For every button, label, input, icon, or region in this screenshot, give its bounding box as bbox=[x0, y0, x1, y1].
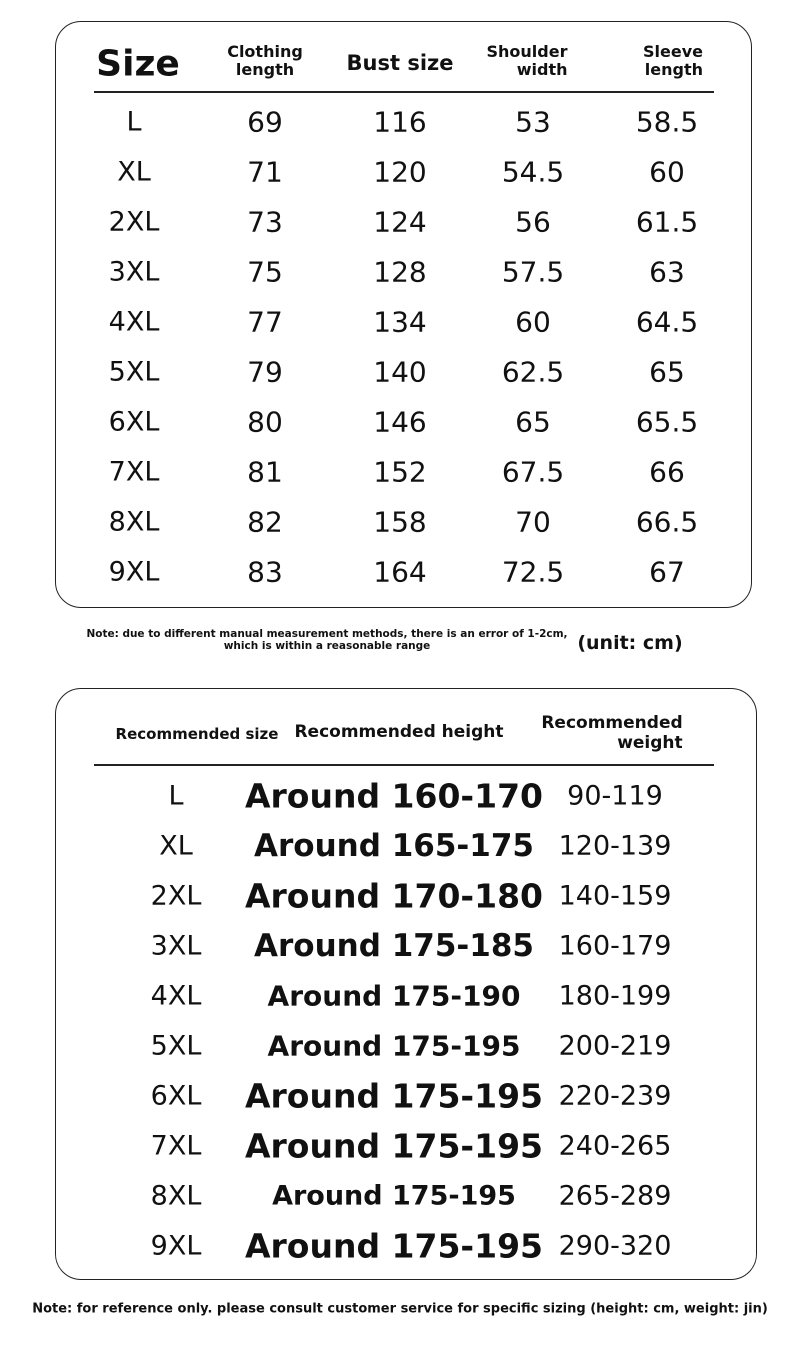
size-chart-cell-size: 4XL bbox=[108, 306, 160, 338]
size-chart-cell-sleeve-length: 63 bbox=[649, 255, 685, 289]
header-clothing-length-line1: Clothing bbox=[227, 42, 303, 61]
size-chart-cell-size: XL bbox=[117, 156, 151, 188]
size-chart-cell-shoulder-width: 70 bbox=[515, 505, 551, 539]
recommendation-cell-recommended-weight: 240-265 bbox=[558, 1130, 672, 1162]
recommendation-cell-recommended-weight: 265-289 bbox=[558, 1180, 672, 1212]
recommendation-cell-recommended-height: Around 160-170 bbox=[244, 776, 544, 816]
size-chart-cell-sleeve-length: 64.5 bbox=[635, 305, 699, 339]
header-recommended-height: Recommended height bbox=[294, 722, 504, 742]
recommendation-cell-recommended-weight: 120-139 bbox=[558, 830, 672, 862]
recommendation-cell-recommended-size: 3XL bbox=[150, 930, 202, 962]
size-chart-cell-size: 5XL bbox=[108, 356, 160, 388]
recommendation-chart-header-divider bbox=[94, 764, 714, 766]
size-chart-cell-bust-size: 116 bbox=[373, 105, 427, 139]
header-sleeve-length-line1: Sleeve bbox=[643, 42, 703, 61]
size-chart-cell-shoulder-width: 72.5 bbox=[501, 555, 565, 589]
size-chart-cell-sleeve-length: 58.5 bbox=[635, 105, 699, 139]
size-chart-cell-clothing-length: 77 bbox=[247, 305, 283, 339]
header-shoulder-width bbox=[487, 43, 568, 79]
recommendation-cell-recommended-height: Around 175-185 bbox=[254, 928, 534, 964]
measurement-note-line2: which is within a reasonable range bbox=[223, 640, 431, 652]
size-chart-cell-size: 8XL bbox=[108, 506, 160, 538]
header-recommended-weight bbox=[541, 713, 682, 753]
size-chart-cell-clothing-length: 75 bbox=[247, 255, 283, 289]
recommendation-cell-recommended-weight: 90-119 bbox=[567, 780, 663, 812]
size-chart-cell-sleeve-length: 65 bbox=[649, 355, 685, 389]
size-chart-cell-sleeve-length: 61.5 bbox=[635, 205, 699, 239]
size-chart-cell-bust-size: 128 bbox=[373, 255, 427, 289]
header-recommended-weight-line2: weight bbox=[617, 733, 683, 753]
size-chart-cell-bust-size: 164 bbox=[373, 555, 427, 589]
size-chart-cell-size: 9XL bbox=[108, 556, 160, 588]
size-chart-cell-bust-size: 134 bbox=[373, 305, 427, 339]
size-chart-cell-size: L bbox=[126, 106, 142, 138]
size-chart-cell-clothing-length: 71 bbox=[247, 155, 283, 189]
size-chart-header-divider bbox=[94, 91, 714, 93]
size-chart-cell-clothing-length: 69 bbox=[247, 105, 283, 139]
size-chart-cell-bust-size: 120 bbox=[373, 155, 427, 189]
size-chart-cell-sleeve-length: 66.5 bbox=[635, 505, 699, 539]
recommendation-cell-recommended-height: Around 175-195 bbox=[267, 1029, 521, 1063]
recommendation-cell-recommended-size: 4XL bbox=[150, 980, 202, 1012]
header-size: Size bbox=[96, 43, 180, 85]
size-chart-cell-bust-size: 146 bbox=[373, 405, 427, 439]
size-chart-cell-bust-size: 158 bbox=[373, 505, 427, 539]
recommendation-cell-recommended-weight: 290-320 bbox=[558, 1230, 672, 1262]
size-chart-cell-clothing-length: 73 bbox=[247, 205, 283, 239]
header-sleeve-length bbox=[643, 43, 703, 79]
recommendation-cell-recommended-height: Around 175-195 bbox=[244, 1226, 544, 1266]
size-chart-cell-shoulder-width: 57.5 bbox=[501, 255, 565, 289]
size-chart-cell-size: 3XL bbox=[108, 256, 160, 288]
size-chart-cell-size: 2XL bbox=[108, 206, 160, 238]
measurement-note-line1: Note: due to different manual measurement methods, there is an error of 1-2cm, bbox=[86, 628, 568, 640]
recommendation-cell-recommended-weight: 220-239 bbox=[558, 1080, 672, 1112]
header-bust-size: Bust size bbox=[346, 51, 454, 75]
footer-note: Note: for reference only. please consult customer service for specific sizing (height: cm, weight: jin) bbox=[32, 1301, 768, 1317]
size-chart-cell-clothing-length: 80 bbox=[247, 405, 283, 439]
recommendation-cell-recommended-weight: 140-159 bbox=[558, 880, 672, 912]
header-recommended-weight-line1: Recommended bbox=[541, 713, 683, 733]
size-chart-cell-shoulder-width: 53 bbox=[515, 105, 551, 139]
header-shoulder-width-line2: width bbox=[516, 60, 568, 79]
size-chart-cell-sleeve-length: 66 bbox=[649, 455, 685, 489]
header-clothing-length bbox=[227, 43, 303, 79]
recommendation-cell-recommended-height: Around 175-195 bbox=[272, 1180, 516, 1212]
recommendation-cell-recommended-height: Around 175-195 bbox=[244, 1076, 544, 1116]
size-chart-cell-size: 7XL bbox=[108, 456, 160, 488]
header-recommended-size: Recommended size bbox=[115, 725, 279, 743]
recommendation-cell-recommended-size: 9XL bbox=[150, 1230, 202, 1262]
size-chart-cell-size: 6XL bbox=[108, 406, 160, 438]
size-chart-cell-bust-size: 140 bbox=[373, 355, 427, 389]
header-clothing-length-line2: length bbox=[235, 60, 295, 79]
size-chart-cell-clothing-length: 81 bbox=[247, 455, 283, 489]
recommendation-cell-recommended-weight: 200-219 bbox=[558, 1030, 672, 1062]
size-chart-cell-sleeve-length: 65.5 bbox=[635, 405, 699, 439]
size-chart-cell-clothing-length: 79 bbox=[247, 355, 283, 389]
size-chart-cell-bust-size: 152 bbox=[373, 455, 427, 489]
size-chart-cell-shoulder-width: 54.5 bbox=[501, 155, 565, 189]
recommendation-cell-recommended-size: XL bbox=[159, 830, 193, 862]
size-chart-cell-shoulder-width: 56 bbox=[515, 205, 551, 239]
recommendation-cell-recommended-height: Around 165-175 bbox=[254, 828, 534, 864]
recommendation-cell-recommended-size: 7XL bbox=[150, 1130, 202, 1162]
size-chart-cell-sleeve-length: 67 bbox=[649, 555, 685, 589]
unit-label: (unit: cm) bbox=[577, 632, 683, 654]
header-shoulder-width-line1: Shoulder bbox=[486, 42, 568, 61]
size-chart-cell-shoulder-width: 65 bbox=[515, 405, 551, 439]
recommendation-cell-recommended-height: Around 175-190 bbox=[267, 979, 521, 1013]
recommendation-cell-recommended-size: 2XL bbox=[150, 880, 202, 912]
size-chart-cell-clothing-length: 83 bbox=[247, 555, 283, 589]
size-chart-cell-sleeve-length: 60 bbox=[649, 155, 685, 189]
measurement-note bbox=[86, 628, 567, 652]
recommendation-cell-recommended-size: 8XL bbox=[150, 1180, 202, 1212]
recommendation-cell-recommended-size: L bbox=[168, 780, 184, 812]
recommendation-cell-recommended-height: Around 170-180 bbox=[244, 876, 544, 916]
recommendation-cell-recommended-size: 6XL bbox=[150, 1080, 202, 1112]
recommendation-cell-recommended-height: Around 175-195 bbox=[244, 1126, 544, 1166]
size-chart-cell-clothing-length: 82 bbox=[247, 505, 283, 539]
size-chart-cell-shoulder-width: 60 bbox=[515, 305, 551, 339]
recommendation-cell-recommended-weight: 180-199 bbox=[558, 980, 672, 1012]
recommendation-cell-recommended-size: 5XL bbox=[150, 1030, 202, 1062]
recommendation-cell-recommended-weight: 160-179 bbox=[558, 930, 672, 962]
size-chart-cell-shoulder-width: 67.5 bbox=[501, 455, 565, 489]
size-chart-cell-bust-size: 124 bbox=[373, 205, 427, 239]
header-sleeve-length-line2: length bbox=[644, 60, 703, 79]
size-chart-cell-shoulder-width: 62.5 bbox=[501, 355, 565, 389]
